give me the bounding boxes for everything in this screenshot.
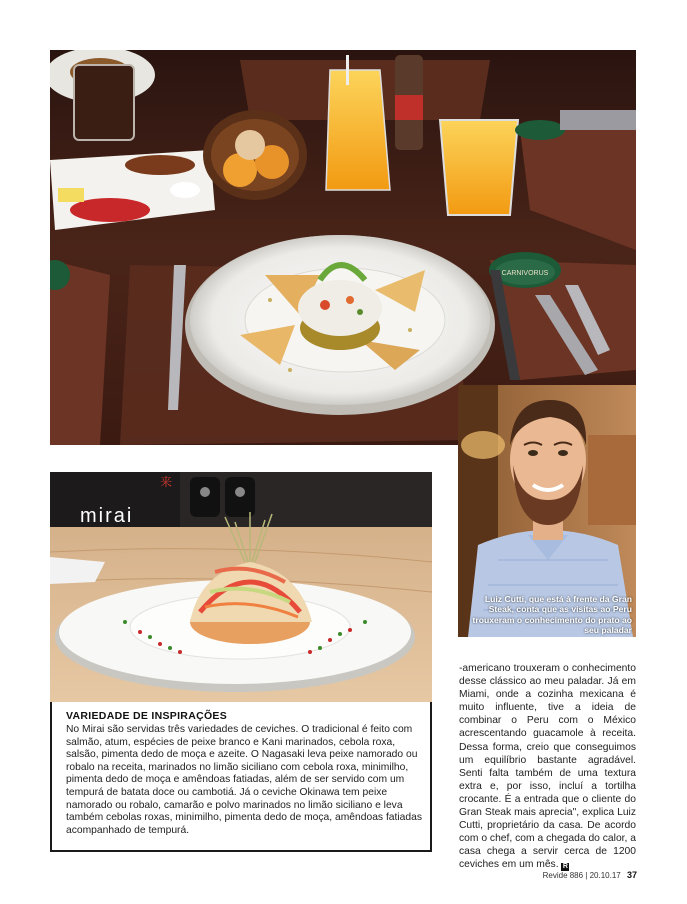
svg-text:CARNIVORUS: CARNIVORUS xyxy=(501,270,549,277)
end-mark: R xyxy=(562,863,568,871)
portrait-caption: Luiz Cutti, que está à frente da Gran Steak, conta que as visitas ao Peru trouxeram o conhecimento do prato ao seu paladar xyxy=(472,594,632,635)
folio-issue: Revide 886 | 20.10.17 xyxy=(542,871,621,880)
article-column xyxy=(459,662,636,872)
sidebar-body: No Mirai são servidas três variedades de ceviches. O tradicional é feito com salmão, atum, espécies de peixe branco e Kani marinados, cebola roxa, salsão, pimenta dedo de moça e azeite. O Nagasaki leva peixe namorado ou robalo na receita, marinados no limão siciliano com cebola roxa, minimilho, pimenta dedo de moça e amêndoas fatiadas, além de ser servido com um tempurá de batata doce ou cambotiá. Já o ceviche Okinawa tem peixe namorado ou robalo, camarão e polvo marinados no limão siciliano e leva também cebolas roxas, minimilho, pimenta dedo de moça, amêndoas fatiadas acompanhado de tempurá. xyxy=(66,724,423,836)
article-body: -americano trouxeram o conhecimento desse clássico ao meu paladar. Já em Miami, onde a cozinha mexicana é muito influente, tive a ideia de combinar o Peru com o México acrescentando guacamole à receita. Dessa forma, creio que conseguimos um equilíbrio bastante agradável. Senti falta também de uma textura extra e, por isso, incluí a tortilha crocante. É a entrada que o cliente do Gran Steak mais aprecia", explica Luiz Cutti, proprietário da casa. De acordo com o chef, com a chegada do calor, a casa chega a servir cerca de 1200 ceviches em um mês. xyxy=(459,663,636,871)
sidebar-title: VARIEDADE DE INSPIRAÇÕES xyxy=(66,710,228,722)
svg-text:来: 来 xyxy=(160,475,173,489)
photo-mirai-ceviche xyxy=(50,472,432,702)
svg-text:mirai: mirai xyxy=(80,505,134,527)
sidebar-box xyxy=(50,702,432,852)
page-folio xyxy=(543,870,637,880)
page-number: 37 xyxy=(626,870,637,880)
